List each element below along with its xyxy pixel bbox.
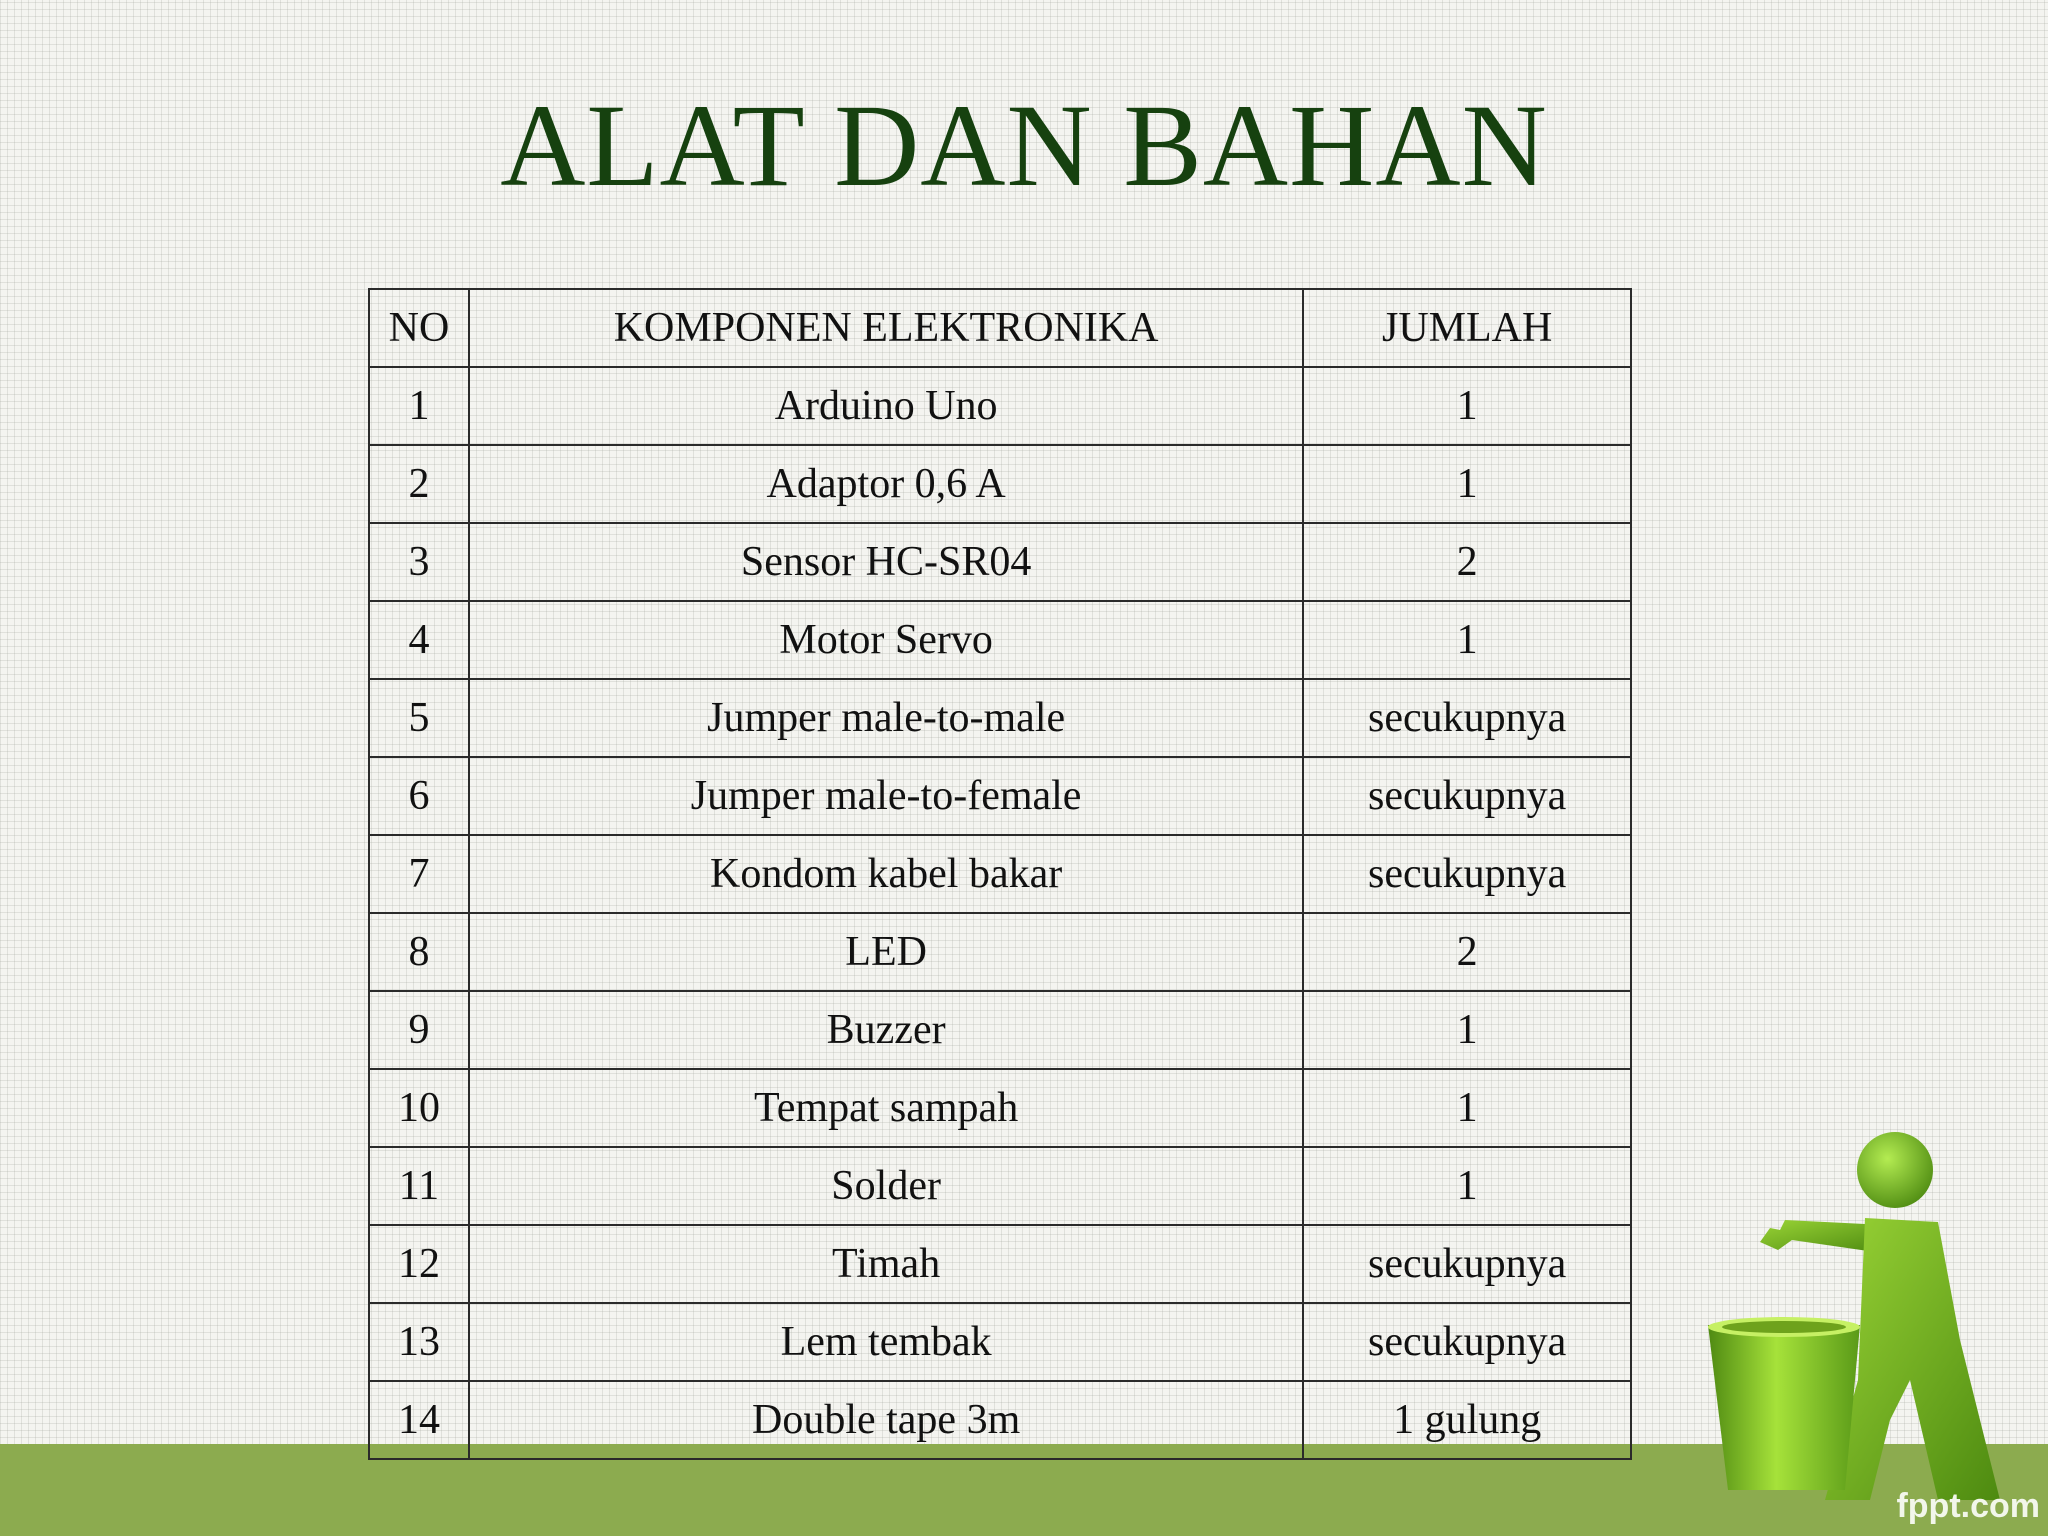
table-row [369,913,1631,991]
cell-no: 14 [369,1381,469,1459]
cell-component: Lem tembak [469,1303,1303,1381]
cell-quantity: secukupnya [1303,835,1631,913]
cell-component: Timah [469,1225,1303,1303]
cell-no: 13 [369,1303,469,1381]
cell-quantity: 1 [1303,367,1631,445]
cell-component: Double tape 3m [469,1381,1303,1459]
header-no: NO [369,289,469,367]
cell-component: Tempat sampah [469,1069,1303,1147]
cell-quantity: 1 [1303,991,1631,1069]
table-row [369,1069,1631,1147]
table-row [369,1147,1631,1225]
cell-component: Sensor HC-SR04 [469,523,1303,601]
cell-component: Kondom kabel bakar [469,835,1303,913]
table-row [369,757,1631,835]
cell-component: Buzzer [469,991,1303,1069]
cell-component: Motor Servo [469,601,1303,679]
header-component: KOMPONEN ELEKTRONIKA [469,289,1303,367]
cell-component: Solder [469,1147,1303,1225]
cell-quantity: 1 [1303,1147,1631,1225]
header-quantity: JUMLAH [1303,289,1631,367]
cell-no: 4 [369,601,469,679]
table-row [369,1381,1631,1459]
cell-component: Jumper male-to-male [469,679,1303,757]
cell-component: Adaptor 0,6 A [469,445,1303,523]
table-row [369,1303,1631,1381]
slide-title: ALAT DAN BAHAN [500,80,1548,211]
cell-no: 1 [369,367,469,445]
cell-quantity: 2 [1303,913,1631,991]
cell-quantity: secukupnya [1303,679,1631,757]
cell-no: 5 [369,679,469,757]
table-row [369,601,1631,679]
cell-component: LED [469,913,1303,991]
cell-quantity: 1 [1303,601,1631,679]
cell-no: 12 [369,1225,469,1303]
cell-no: 7 [369,835,469,913]
cell-quantity: 1 [1303,445,1631,523]
table-row [369,1225,1631,1303]
cell-no: 6 [369,757,469,835]
cell-no: 8 [369,913,469,991]
cell-no: 2 [369,445,469,523]
table-row [369,835,1631,913]
cell-no: 10 [369,1069,469,1147]
table-header-row [369,289,1631,367]
cell-quantity: 1 [1303,1069,1631,1147]
cell-quantity: 2 [1303,523,1631,601]
cell-quantity: secukupnya [1303,1303,1631,1381]
cell-no: 11 [369,1147,469,1225]
cell-quantity: secukupnya [1303,1225,1631,1303]
cell-quantity: 1 gulung [1303,1381,1631,1459]
table-row [369,367,1631,445]
cell-component: Jumper male-to-female [469,757,1303,835]
table-row [369,679,1631,757]
components-table [368,288,1632,1460]
table-row [369,523,1631,601]
table-row [369,445,1631,523]
trash-bin-person-icon [1700,1130,2020,1510]
cell-component: Arduino Uno [469,367,1303,445]
table-row [369,991,1631,1069]
cell-no: 3 [369,523,469,601]
cell-no: 9 [369,991,469,1069]
cell-quantity: secukupnya [1303,757,1631,835]
watermark-text: fppt.com [1896,1487,2040,1525]
